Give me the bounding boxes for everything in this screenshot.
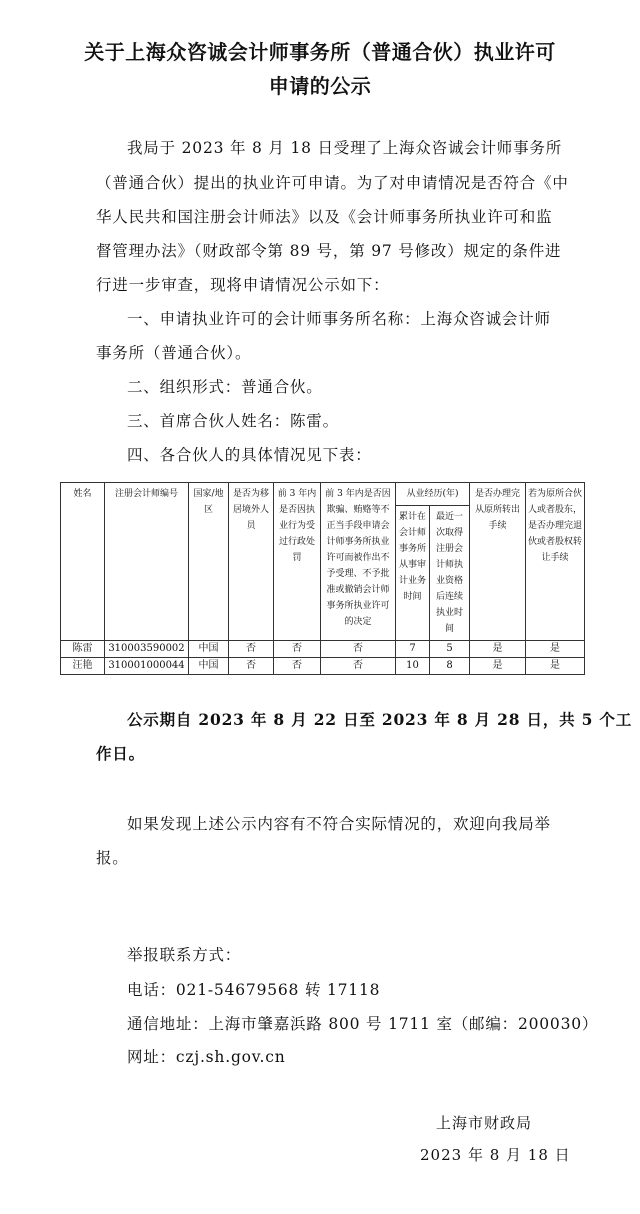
cell-transfer-done: 是: [470, 658, 526, 675]
intro-paragraph-line: 督管理办法》（财政部令第 89 号，第 97 号修改）规定的条件进: [96, 242, 562, 260]
cell-transfer-done: 是: [470, 641, 526, 658]
cell-exp-total: 10: [396, 658, 430, 675]
cell-fraud: 否: [321, 658, 396, 675]
cell-cpa-no: 310001000044: [105, 658, 189, 675]
cell-exp-recent: 5: [430, 641, 470, 658]
header-transfer-done: 是否办理完从原所转出手续: [470, 483, 526, 641]
table-row: [61, 641, 585, 658]
header-withdraw: 若为原所合伙人或者股东，是否办理完退伙或者股权转让手续: [526, 483, 585, 641]
period-line: 公示期自 2023 年 8 月 22 日至 2023 年 8 月 28 日，共 5 个工: [127, 710, 633, 729]
header-cpa-no: 注册会计师编号: [105, 483, 189, 641]
intro-paragraph-line: 行进一步审查，现将申请情况公示如下：: [96, 276, 390, 294]
header-experience: 从业经历(年): [396, 483, 470, 506]
contact-website: 网址：czj.sh.gov.cn: [127, 1048, 286, 1066]
header-exp-total: 累计在会计师事务所从事审计业务时间: [396, 506, 430, 641]
item-firm-name-cont: 事务所（普通合伙）。: [96, 344, 252, 362]
document-title-line1: 关于上海众咨诚会计师事务所（普通合伙）执业许可: [84, 40, 556, 64]
cell-withdraw: 是: [526, 658, 585, 675]
header-name: 姓名: [61, 483, 105, 641]
intro-paragraph-line: （普通合伙）提出的执业许可申请。为了对申请情况是否符合《中: [96, 174, 569, 192]
partners-table: [60, 482, 585, 675]
contact-phone: 电话：021-54679568 转 17118: [127, 981, 381, 999]
cell-name: 汪艳: [61, 658, 105, 675]
header-overseas: 是否为移居境外人员: [229, 483, 274, 641]
table-row: [61, 658, 585, 675]
period-line-cont: 作日。: [96, 744, 145, 763]
cell-exp-recent: 8: [430, 658, 470, 675]
cell-fraud: 否: [321, 641, 396, 658]
item-firm-name: 一、申请执业许可的会计师事务所名称：上海众咨诚会计师: [127, 310, 551, 328]
intro-paragraph-line: 华人民共和国注册会计师法》以及《会计师事务所执业许可和监: [96, 208, 553, 226]
contact-heading: 举报联系方式：: [127, 946, 242, 964]
item-org-form: 二、组织形式：普通合伙。: [127, 378, 323, 396]
signature-date: 2023 年 8 月 18 日: [420, 1146, 571, 1164]
cell-penalty: 否: [274, 641, 321, 658]
cell-cpa-no: 310003590002: [105, 641, 189, 658]
report-line-cont: 报。: [96, 849, 129, 867]
item-partners-intro: 四、各合伙人的具体情况见下表：: [127, 446, 372, 464]
cell-withdraw: 是: [526, 641, 585, 658]
cell-exp-total: 7: [396, 641, 430, 658]
header-exp-recent: 最近一次取得注册会计师执业资格后连续执业时间: [430, 506, 470, 641]
cell-name: 陈雷: [61, 641, 105, 658]
table-header-row: [61, 483, 585, 506]
cell-overseas: 否: [229, 658, 274, 675]
header-fraud: 前 3 年内是否因欺骗、贿赂等不正当手段申请会计师事务所执业许可而被作出不予受理、不予批准或撤销会计师事务所执业许可的决定: [321, 483, 396, 641]
intro-paragraph-line: 我局于 2023 年 8 月 18 日受理了上海众咨诚会计师事务所: [127, 139, 562, 157]
cell-penalty: 否: [274, 658, 321, 675]
item-chief-partner: 三、首席合伙人姓名：陈雷。: [127, 412, 339, 430]
cell-country: 中国: [189, 658, 229, 675]
signature-org: 上海市财政局: [436, 1114, 533, 1132]
header-penalty: 前 3 年内是否因执业行为受过行政处罚: [274, 483, 321, 641]
contact-address: 通信地址：上海市肇嘉浜路 800 号 1711 室（邮编：200030）: [127, 1015, 599, 1033]
document-title-line2: 申请的公示: [268, 74, 372, 98]
cell-country: 中国: [189, 641, 229, 658]
header-country: 国家/地区: [189, 483, 229, 641]
report-line: 如果发现上述公示内容有不符合实际情况的，欢迎向我局举: [127, 815, 551, 833]
cell-overseas: 否: [229, 641, 274, 658]
